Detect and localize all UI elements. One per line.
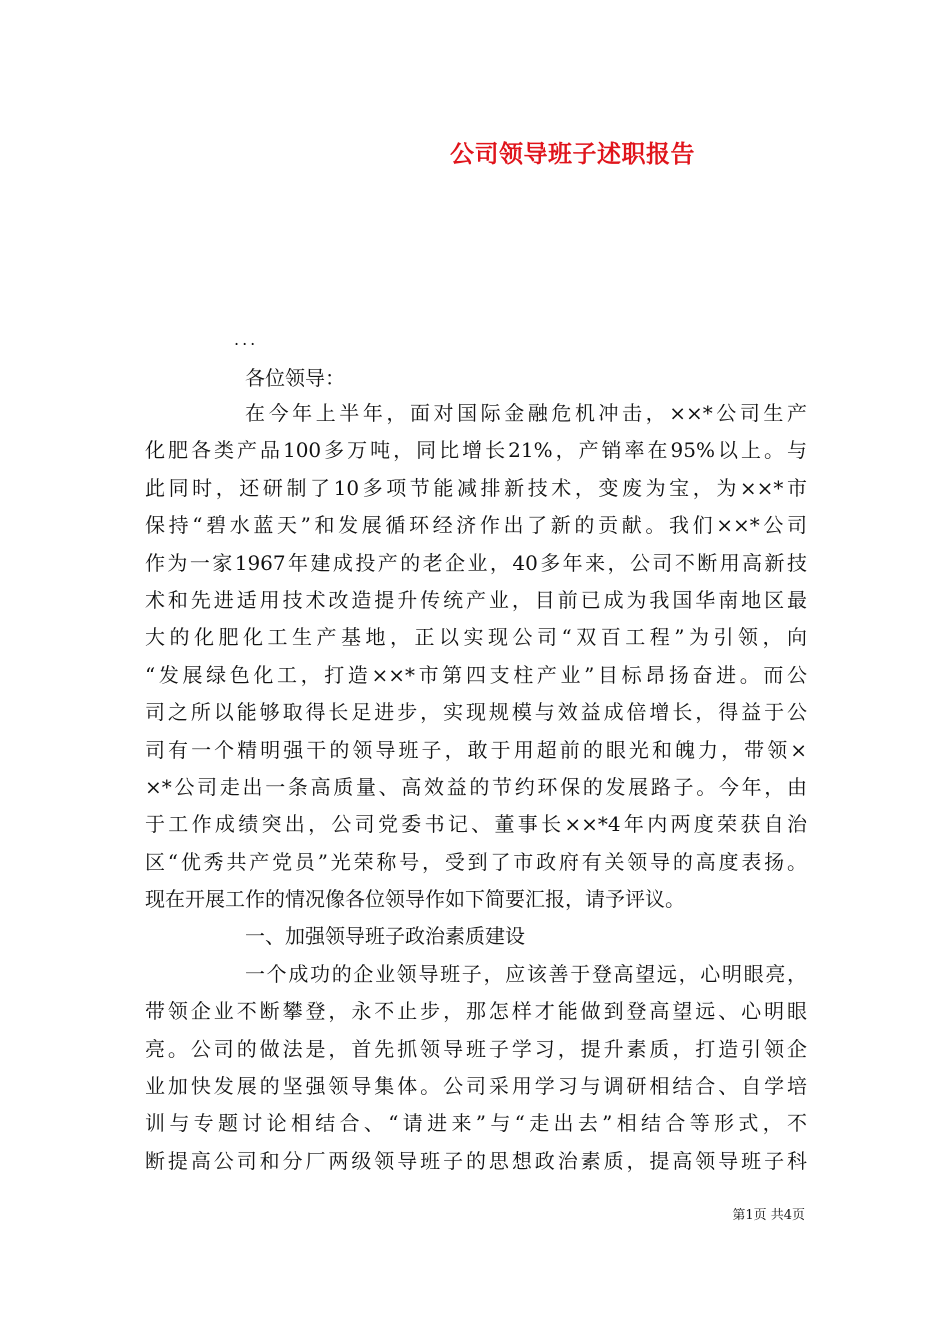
body-text-line: 训与专题讨论相结合、“请进来”与“走出去”相结合等形式，不	[145, 1111, 807, 1136]
document-body	[145, 395, 807, 1180]
body-text-line: 司有一个精明强干的领导班子，敢于用超前的眼光和魄力，带领×	[145, 737, 807, 762]
body-text-line: 带领企业不断攀登，永不止步，那怎样才能做到登高望远、心明眼	[145, 999, 807, 1024]
body-text-line: 断提高公司和分厂两级领导班子的思想政治素质，提高领导班子科	[145, 1148, 807, 1173]
body-text-line: 一个成功的企业领导班子，应该善于登高望远，心明眼亮，	[245, 961, 807, 986]
salutation: 各位领导：	[245, 366, 345, 390]
body-text-line: 在今年上半年，面对国际金融危机冲击，××*公司生产	[245, 401, 807, 425]
body-text-line: 作为一家1967年建成投产的老企业，40多年来，公司不断用高新技	[145, 550, 807, 575]
body-text-line: 区“优秀共产党员”光荣称号，受到了市政府有关领导的高度表扬。	[145, 849, 807, 874]
document-title: 公司领导班子述职报告	[450, 139, 695, 168]
body-text-line: 业加快发展的坚强领导集体。公司采用学习与调研相结合、自学培	[145, 1074, 807, 1099]
body-text-line: 司之所以能够取得长足进步，实现规模与效益成倍增长，得益于公	[145, 700, 807, 725]
body-text-line: 现在开展工作的情况像各位领导作如下简要汇报，请予评议。	[145, 887, 685, 912]
body-text-line: 于工作成绩突出，公司党委书记、董事长××*4年内两度荣获自治	[145, 812, 807, 837]
body-text-line: 此同时，还研制了10多项节能减排新技术，变废为宝，为××*市	[145, 475, 807, 500]
body-text-line: 保持“碧水蓝天”和发展循环经济作出了新的贡献。我们××*公司	[145, 513, 807, 538]
body-text-line: 术和先进适用技术改造提升传统产业，目前已成为我国华南地区最	[145, 587, 807, 612]
page-footer: 第1页 共4页	[732, 1208, 805, 1223]
section-heading: 一、加强领导班子政治素质建设	[245, 924, 525, 949]
body-text-line: 化肥各类产品100多万吨，同比增长21%，产销率在95%以上。与	[145, 438, 807, 463]
body-text-line: 大的化肥化工生产基地，正以实现公司“双百工程”为引领，向	[145, 625, 807, 650]
body-text-line: ×*公司走出一条高质量、高效益的节约环保的发展路子。今年，由	[145, 774, 807, 799]
body-text-line: “发展绿色化工，打造××*市第四支柱产业”目标昂扬奋进。而公	[145, 662, 807, 687]
body-text-line: 亮。公司的做法是，首先抓领导班子学习，提升素质，打造引领企	[145, 1036, 807, 1061]
ellipsis-marker: ...	[234, 330, 259, 349]
